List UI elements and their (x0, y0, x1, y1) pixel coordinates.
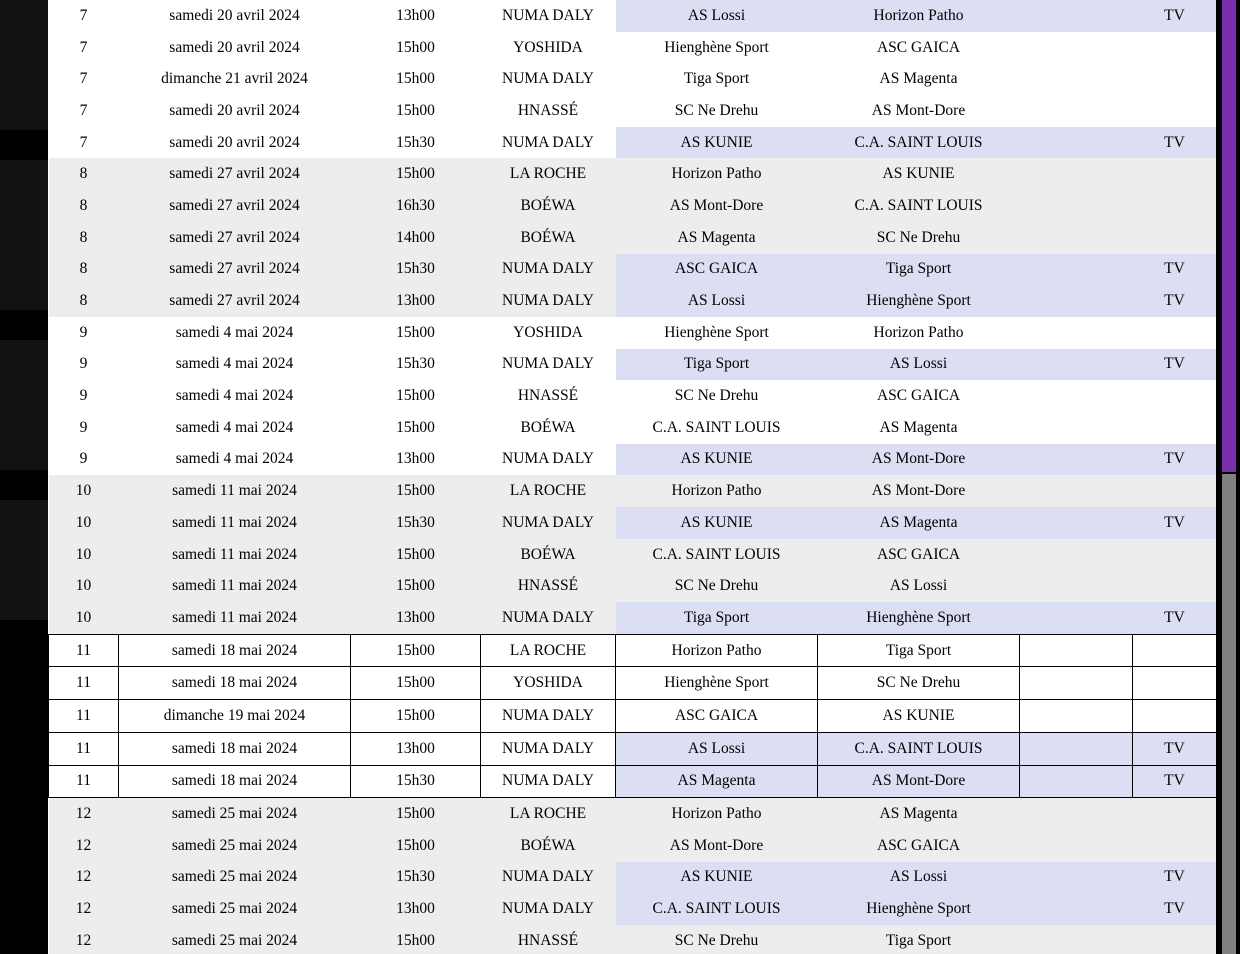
cell-broadcast (1133, 158, 1217, 190)
cell-away-team: Hienghène Sport (818, 602, 1020, 634)
cell-broadcast: TV (1133, 285, 1217, 317)
table-row (49, 570, 1217, 602)
table-row (49, 732, 1217, 765)
table-row (49, 95, 1217, 127)
cell-away-team: ASC GAICA (818, 32, 1020, 64)
table-row (49, 32, 1217, 64)
cell-venue: LA ROCHE (481, 634, 616, 667)
cell-date: samedi 27 avril 2024 (119, 158, 351, 190)
cell-away-team: C.A. SAINT LOUIS (818, 190, 1020, 222)
cell-date: dimanche 19 mai 2024 (119, 700, 351, 733)
cell-time: 15h00 (351, 634, 481, 667)
cell-spacer (1020, 127, 1133, 159)
cell-away-team: AS Mont-Dore (818, 95, 1020, 127)
cell-matchday: 10 (49, 570, 119, 602)
cell-time: 16h30 (351, 190, 481, 222)
cell-home-team: C.A. SAINT LOUIS (616, 412, 818, 444)
cell-matchday: 9 (49, 380, 119, 412)
cell-spacer (1020, 317, 1133, 349)
cell-matchday: 7 (49, 32, 119, 64)
cell-date: samedi 11 mai 2024 (119, 570, 351, 602)
cell-time: 13h00 (351, 893, 481, 925)
cell-home-team: Tiga Sport (616, 602, 818, 634)
cell-venue: NUMA DALY (481, 602, 616, 634)
cell-matchday: 9 (49, 444, 119, 476)
cell-date: samedi 25 mai 2024 (119, 893, 351, 925)
cell-venue: NUMA DALY (481, 765, 616, 798)
cell-venue: BOÉWA (481, 830, 616, 862)
cell-away-team: AS KUNIE (818, 158, 1020, 190)
table-row (49, 63, 1217, 95)
cell-home-team: C.A. SAINT LOUIS (616, 893, 818, 925)
cell-date: dimanche 21 avril 2024 (119, 63, 351, 95)
cell-matchday: 11 (49, 634, 119, 667)
cell-venue: NUMA DALY (481, 285, 616, 317)
scrollbar-thumb-lower[interactable] (1222, 474, 1236, 954)
table-row (49, 862, 1217, 894)
cell-venue: NUMA DALY (481, 0, 616, 32)
cell-home-team: AS Lossi (616, 0, 818, 32)
cell-spacer (1020, 765, 1133, 798)
cell-venue: BOÉWA (481, 190, 616, 222)
cell-away-team: AS Mont-Dore (818, 765, 1020, 798)
cell-time: 13h00 (351, 0, 481, 32)
cell-date: samedi 20 avril 2024 (119, 32, 351, 64)
table-row (49, 285, 1217, 317)
cell-venue: NUMA DALY (481, 893, 616, 925)
gutter-block (0, 500, 48, 620)
cell-time: 15h00 (351, 412, 481, 444)
cell-venue: LA ROCHE (481, 798, 616, 830)
cell-time: 15h00 (351, 380, 481, 412)
cell-broadcast (1133, 475, 1217, 507)
cell-spacer (1020, 412, 1133, 444)
cell-time: 15h00 (351, 798, 481, 830)
cell-away-team: Tiga Sport (818, 254, 1020, 286)
cell-broadcast (1133, 925, 1217, 954)
cell-home-team: AS Magenta (616, 765, 818, 798)
cell-venue: NUMA DALY (481, 444, 616, 476)
cell-matchday: 11 (49, 667, 119, 700)
cell-home-team: Horizon Patho (616, 634, 818, 667)
cell-away-team: Tiga Sport (818, 634, 1020, 667)
cell-time: 15h00 (351, 700, 481, 733)
cell-matchday: 12 (49, 893, 119, 925)
table-row (49, 507, 1217, 539)
cell-venue: LA ROCHE (481, 158, 616, 190)
cell-matchday: 8 (49, 158, 119, 190)
left-margin-gutter (0, 0, 48, 954)
cell-time: 15h30 (351, 127, 481, 159)
cell-matchday: 8 (49, 254, 119, 286)
cell-away-team: AS Magenta (818, 507, 1020, 539)
cell-spacer (1020, 830, 1133, 862)
cell-venue: HNASSÉ (481, 925, 616, 954)
cell-date: samedi 25 mai 2024 (119, 830, 351, 862)
cell-matchday: 7 (49, 127, 119, 159)
cell-broadcast (1133, 63, 1217, 95)
cell-away-team: AS Magenta (818, 412, 1020, 444)
cell-spacer (1020, 862, 1133, 894)
cell-home-team: Tiga Sport (616, 63, 818, 95)
cell-venue: BOÉWA (481, 412, 616, 444)
cell-matchday: 9 (49, 317, 119, 349)
cell-broadcast: TV (1133, 862, 1217, 894)
cell-home-team: Hienghène Sport (616, 32, 818, 64)
cell-spacer (1020, 285, 1133, 317)
scrollbar-thumb-upper[interactable] (1222, 0, 1236, 472)
cell-broadcast: TV (1133, 507, 1217, 539)
cell-spacer (1020, 700, 1133, 733)
cell-broadcast (1133, 667, 1217, 700)
cell-date: samedi 27 avril 2024 (119, 285, 351, 317)
cell-venue: BOÉWA (481, 539, 616, 571)
cell-broadcast (1133, 634, 1217, 667)
cell-broadcast (1133, 830, 1217, 862)
cell-date: samedi 27 avril 2024 (119, 254, 351, 286)
cell-home-team: AS KUNIE (616, 444, 818, 476)
cell-matchday: 12 (49, 830, 119, 862)
table-row (49, 254, 1217, 286)
table-row (49, 222, 1217, 254)
cell-away-team: C.A. SAINT LOUIS (818, 732, 1020, 765)
cell-venue: HNASSÉ (481, 95, 616, 127)
cell-time: 14h00 (351, 222, 481, 254)
cell-date: samedi 20 avril 2024 (119, 95, 351, 127)
cell-away-team: Horizon Patho (818, 0, 1020, 32)
cell-away-team: Horizon Patho (818, 317, 1020, 349)
cell-date: samedi 11 mai 2024 (119, 539, 351, 571)
cell-matchday: 7 (49, 63, 119, 95)
cell-home-team: AS Mont-Dore (616, 190, 818, 222)
cell-away-team: AS Mont-Dore (818, 444, 1020, 476)
cell-matchday: 11 (49, 732, 119, 765)
cell-date: samedi 11 mai 2024 (119, 602, 351, 634)
cell-venue: YOSHIDA (481, 317, 616, 349)
cell-venue: HNASSÉ (481, 380, 616, 412)
cell-time: 15h30 (351, 507, 481, 539)
cell-venue: LA ROCHE (481, 475, 616, 507)
cell-broadcast (1133, 798, 1217, 830)
cell-time: 15h00 (351, 570, 481, 602)
cell-home-team: AS Magenta (616, 222, 818, 254)
cell-home-team: AS KUNIE (616, 127, 818, 159)
table-row (49, 798, 1217, 830)
cell-home-team: SC Ne Drehu (616, 570, 818, 602)
cell-date: samedi 20 avril 2024 (119, 0, 351, 32)
table-row (49, 444, 1217, 476)
cell-home-team: C.A. SAINT LOUIS (616, 539, 818, 571)
cell-matchday: 8 (49, 222, 119, 254)
cell-home-team: Hienghène Sport (616, 667, 818, 700)
cell-broadcast (1133, 700, 1217, 733)
cell-venue: NUMA DALY (481, 507, 616, 539)
table-row (49, 0, 1217, 32)
cell-broadcast (1133, 570, 1217, 602)
cell-date: samedi 18 mai 2024 (119, 765, 351, 798)
cell-venue: BOÉWA (481, 222, 616, 254)
cell-broadcast (1133, 32, 1217, 64)
table-row (49, 190, 1217, 222)
cell-home-team: AS KUNIE (616, 507, 818, 539)
cell-spacer (1020, 158, 1133, 190)
cell-time: 15h00 (351, 830, 481, 862)
cell-time: 15h00 (351, 158, 481, 190)
table-row (49, 158, 1217, 190)
cell-away-team: AS Magenta (818, 63, 1020, 95)
cell-date: samedi 4 mai 2024 (119, 444, 351, 476)
cell-spacer (1020, 570, 1133, 602)
cell-away-team: Hienghène Sport (818, 893, 1020, 925)
cell-broadcast: TV (1133, 893, 1217, 925)
cell-spacer (1020, 798, 1133, 830)
cell-spacer (1020, 732, 1133, 765)
cell-home-team: Horizon Patho (616, 475, 818, 507)
cell-venue: HNASSÉ (481, 570, 616, 602)
table-row (49, 539, 1217, 571)
cell-away-team: AS Lossi (818, 349, 1020, 381)
cell-time: 13h00 (351, 285, 481, 317)
cell-broadcast (1133, 95, 1217, 127)
cell-spacer (1020, 222, 1133, 254)
cell-venue: NUMA DALY (481, 63, 616, 95)
cell-home-team: Hienghène Sport (616, 317, 818, 349)
cell-spacer (1020, 95, 1133, 127)
table-row (49, 830, 1217, 862)
table-row (49, 349, 1217, 381)
cell-spacer (1020, 190, 1133, 222)
cell-time: 15h00 (351, 95, 481, 127)
cell-spacer (1020, 667, 1133, 700)
cell-away-team: SC Ne Drehu (818, 667, 1020, 700)
cell-spacer (1020, 32, 1133, 64)
cell-away-team: ASC GAICA (818, 830, 1020, 862)
cell-time: 15h30 (351, 862, 481, 894)
table-row (49, 602, 1217, 634)
cell-matchday: 9 (49, 349, 119, 381)
table-row (49, 127, 1217, 159)
cell-matchday: 11 (49, 765, 119, 798)
cell-time: 15h30 (351, 254, 481, 286)
cell-matchday: 8 (49, 190, 119, 222)
cell-spacer (1020, 634, 1133, 667)
cell-venue: NUMA DALY (481, 732, 616, 765)
cell-matchday: 11 (49, 700, 119, 733)
cell-date: samedi 4 mai 2024 (119, 412, 351, 444)
cell-broadcast (1133, 317, 1217, 349)
cell-venue: NUMA DALY (481, 254, 616, 286)
cell-away-team: ASC GAICA (818, 539, 1020, 571)
cell-venue: NUMA DALY (481, 349, 616, 381)
cell-time: 15h00 (351, 32, 481, 64)
match-schedule-table (48, 0, 1216, 954)
cell-date: samedi 18 mai 2024 (119, 634, 351, 667)
cell-matchday: 10 (49, 507, 119, 539)
cell-home-team: AS Lossi (616, 285, 818, 317)
schedule-document (48, 0, 1216, 954)
cell-broadcast (1133, 539, 1217, 571)
cell-date: samedi 27 avril 2024 (119, 222, 351, 254)
cell-broadcast (1133, 380, 1217, 412)
cell-date: samedi 11 mai 2024 (119, 475, 351, 507)
cell-date: samedi 18 mai 2024 (119, 667, 351, 700)
cell-away-team: AS Mont-Dore (818, 475, 1020, 507)
cell-matchday: 8 (49, 285, 119, 317)
table-row (49, 765, 1217, 798)
cell-home-team: Tiga Sport (616, 349, 818, 381)
cell-spacer (1020, 475, 1133, 507)
cell-time: 15h00 (351, 63, 481, 95)
cell-away-team: AS KUNIE (818, 700, 1020, 733)
table-row (49, 634, 1217, 667)
cell-spacer (1020, 602, 1133, 634)
cell-away-team: AS Magenta (818, 798, 1020, 830)
scrollbar-track[interactable] (1216, 0, 1240, 954)
cell-time: 15h00 (351, 925, 481, 954)
cell-matchday: 12 (49, 862, 119, 894)
cell-matchday: 10 (49, 539, 119, 571)
cell-away-team: AS Lossi (818, 570, 1020, 602)
cell-away-team: AS Lossi (818, 862, 1020, 894)
cell-spacer (1020, 0, 1133, 32)
cell-broadcast: TV (1133, 444, 1217, 476)
table-row (49, 667, 1217, 700)
cell-broadcast: TV (1133, 254, 1217, 286)
cell-spacer (1020, 444, 1133, 476)
cell-home-team: SC Ne Drehu (616, 925, 818, 954)
cell-date: samedi 18 mai 2024 (119, 732, 351, 765)
cell-broadcast: TV (1133, 0, 1217, 32)
cell-broadcast: TV (1133, 732, 1217, 765)
cell-matchday: 9 (49, 412, 119, 444)
cell-home-team: SC Ne Drehu (616, 95, 818, 127)
cell-home-team: Horizon Patho (616, 158, 818, 190)
gutter-block (0, 160, 48, 310)
cell-away-team: SC Ne Drehu (818, 222, 1020, 254)
cell-venue: YOSHIDA (481, 32, 616, 64)
cell-spacer (1020, 380, 1133, 412)
table-row (49, 317, 1217, 349)
table-row (49, 700, 1217, 733)
gutter-block (0, 0, 48, 130)
cell-spacer (1020, 254, 1133, 286)
cell-spacer (1020, 893, 1133, 925)
cell-home-team: ASC GAICA (616, 254, 818, 286)
cell-away-team: ASC GAICA (818, 380, 1020, 412)
cell-venue: NUMA DALY (481, 700, 616, 733)
cell-matchday: 12 (49, 798, 119, 830)
cell-time: 13h00 (351, 732, 481, 765)
cell-away-team: Tiga Sport (818, 925, 1020, 954)
cell-time: 15h00 (351, 317, 481, 349)
cell-time: 15h30 (351, 349, 481, 381)
gutter-block (0, 340, 48, 470)
cell-date: samedi 4 mai 2024 (119, 349, 351, 381)
cell-broadcast: TV (1133, 349, 1217, 381)
cell-broadcast: TV (1133, 765, 1217, 798)
cell-away-team: Hienghène Sport (818, 285, 1020, 317)
cell-spacer (1020, 539, 1133, 571)
cell-broadcast: TV (1133, 127, 1217, 159)
cell-spacer (1020, 63, 1133, 95)
cell-home-team: AS Lossi (616, 732, 818, 765)
cell-home-team: ASC GAICA (616, 700, 818, 733)
cell-home-team: SC Ne Drehu (616, 380, 818, 412)
cell-date: samedi 25 mai 2024 (119, 925, 351, 954)
cell-matchday: 7 (49, 95, 119, 127)
cell-spacer (1020, 507, 1133, 539)
cell-date: samedi 27 avril 2024 (119, 190, 351, 222)
cell-home-team: Horizon Patho (616, 798, 818, 830)
cell-time: 13h00 (351, 602, 481, 634)
cell-date: samedi 11 mai 2024 (119, 507, 351, 539)
cell-time: 15h00 (351, 667, 481, 700)
cell-matchday: 7 (49, 0, 119, 32)
cell-venue: NUMA DALY (481, 127, 616, 159)
cell-time: 15h30 (351, 765, 481, 798)
table-row (49, 380, 1217, 412)
cell-home-team: AS KUNIE (616, 862, 818, 894)
cell-home-team: AS Mont-Dore (616, 830, 818, 862)
cell-matchday: 12 (49, 925, 119, 954)
cell-matchday: 10 (49, 602, 119, 634)
cell-spacer (1020, 925, 1133, 954)
cell-venue: YOSHIDA (481, 667, 616, 700)
cell-venue: NUMA DALY (481, 862, 616, 894)
cell-away-team: C.A. SAINT LOUIS (818, 127, 1020, 159)
table-row (49, 893, 1217, 925)
cell-time: 15h00 (351, 475, 481, 507)
table-row (49, 412, 1217, 444)
table-row (49, 925, 1217, 954)
cell-date: samedi 25 mai 2024 (119, 798, 351, 830)
cell-spacer (1020, 349, 1133, 381)
cell-broadcast (1133, 190, 1217, 222)
cell-date: samedi 20 avril 2024 (119, 127, 351, 159)
table-row (49, 475, 1217, 507)
cell-broadcast (1133, 222, 1217, 254)
cell-date: samedi 25 mai 2024 (119, 862, 351, 894)
cell-broadcast (1133, 412, 1217, 444)
cell-broadcast: TV (1133, 602, 1217, 634)
cell-time: 13h00 (351, 444, 481, 476)
cell-date: samedi 4 mai 2024 (119, 317, 351, 349)
cell-matchday: 10 (49, 475, 119, 507)
cell-date: samedi 4 mai 2024 (119, 380, 351, 412)
cell-time: 15h00 (351, 539, 481, 571)
